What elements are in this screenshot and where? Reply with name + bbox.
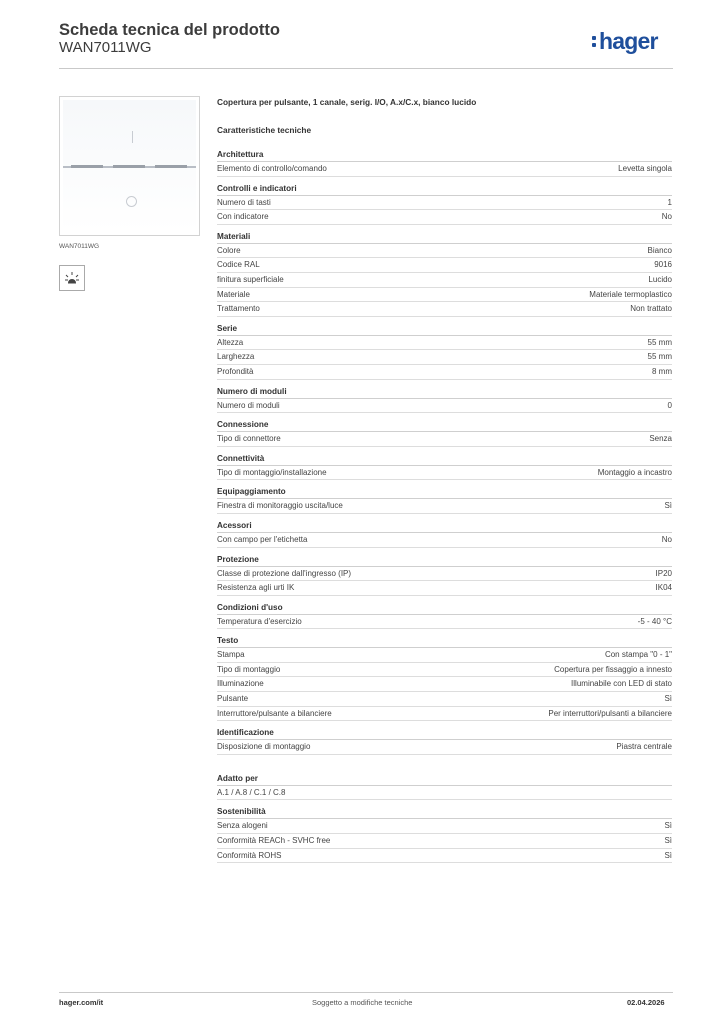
spec-value: Per interruttori/pulsanti a bilanciere — [548, 708, 672, 718]
spec-label: Illuminazione — [217, 679, 264, 689]
footer-divider — [59, 992, 673, 993]
spec-groups — [217, 149, 672, 755]
rocker-split-line — [63, 166, 196, 168]
spec-group — [217, 419, 672, 447]
spec-label: Tipo di montaggio/installazione — [217, 467, 327, 477]
spec-row — [217, 499, 672, 514]
spec-value: Copertura per fissaggio a innesto — [554, 664, 672, 674]
spec-value: Lucido — [648, 274, 672, 284]
footer-disclaimer: Soggetto a modifiche tecniche — [312, 998, 413, 1007]
spec-label: Resistenza agli urti IK — [217, 583, 295, 593]
spec-row — [217, 615, 672, 630]
spec-label: Conformità REACh - SVHC free — [217, 836, 331, 846]
spec-label: Senza alogeni — [217, 821, 268, 831]
spec-label: Finestra di monitoraggio uscita/luce — [217, 501, 343, 511]
spec-value: Sì — [664, 694, 672, 704]
spec-row — [217, 258, 672, 273]
spec-label: Disposizione di montaggio — [217, 742, 311, 752]
spec-label: Elemento di controllo/comando — [217, 164, 327, 173]
spec-value: Sì — [664, 821, 672, 831]
footer-website: hager.com/it — [59, 998, 104, 1007]
spec-row — [217, 244, 672, 259]
spec-group — [217, 231, 672, 317]
spec-row — [217, 365, 672, 380]
spec-group — [217, 149, 672, 177]
header-divider — [59, 68, 673, 69]
group-title: Adatto per — [217, 773, 672, 786]
spec-row — [217, 399, 672, 414]
spec-value: Materiale termoplastico — [589, 289, 672, 299]
spec-value: 9016 — [654, 260, 672, 270]
spec-row — [217, 707, 672, 722]
spec-label: Stampa — [217, 650, 245, 660]
spec-value: Con stampa "0 - 1" — [604, 650, 672, 660]
spec-value: Bianco — [647, 245, 672, 255]
spec-value: Piastra centrale — [616, 742, 672, 752]
group-title: Equipaggiamento — [217, 486, 672, 499]
spec-row — [217, 849, 672, 864]
spec-label: Larghezza — [217, 352, 255, 362]
spec-value: Sì — [664, 836, 672, 846]
group-title: Numero di moduli — [217, 386, 672, 399]
image-caption: WAN7011WG — [59, 243, 100, 250]
spec-value: No — [661, 534, 672, 544]
spec-value: Sì — [664, 850, 672, 860]
product-description: Copertura per pulsante, 1 canale, serig. I/O, A.x/C.x, bianco lucido — [217, 97, 477, 107]
off-symbol-icon — [126, 196, 137, 207]
spec-label: Materiale — [217, 289, 250, 299]
spec-label: Con campo per l'etichetta — [217, 534, 308, 544]
spec-row — [217, 740, 672, 755]
spec-group — [217, 602, 672, 630]
spec-row — [217, 692, 672, 707]
spec-row — [217, 786, 672, 801]
group-title: Controlli e indicatori — [217, 183, 672, 196]
spec-value: Levetta singola — [618, 164, 672, 173]
spec-value: 1 — [667, 197, 672, 207]
page-title: Scheda tecnica del prodotto — [59, 21, 280, 39]
spec-group — [217, 727, 672, 755]
illumination-icon — [59, 265, 85, 291]
spec-row — [217, 663, 672, 678]
spec-value: IP20 — [655, 568, 672, 578]
spec-row — [217, 819, 672, 834]
spec-label: Codice RAL — [217, 260, 260, 270]
spec-value: Senza — [649, 434, 672, 444]
spec-label: finitura superficiale — [217, 274, 284, 284]
switch-cover-plate — [63, 100, 196, 232]
spec-label: A.1 / A.8 / C.1 / C.8 — [217, 787, 286, 797]
spec-label: Conformità ROHS — [217, 850, 282, 860]
spec-row — [217, 336, 672, 351]
product-image — [59, 96, 200, 236]
hager-logo: hager — [592, 28, 658, 55]
spec-row — [217, 581, 672, 596]
spec-value: Sì — [664, 501, 672, 511]
spec-row — [217, 648, 672, 663]
spec-group — [217, 486, 672, 514]
group-title: Serie — [217, 323, 672, 336]
spec-row — [217, 210, 672, 225]
spec-row — [217, 834, 672, 849]
spec-row — [217, 533, 672, 548]
spec-label: Tipo di montaggio — [217, 664, 281, 674]
group-title: Architettura — [217, 149, 672, 162]
spec-content — [217, 97, 672, 863]
spec-group — [217, 386, 672, 414]
spec-row — [217, 162, 672, 177]
on-symbol-icon — [132, 131, 133, 143]
spec-row — [217, 567, 672, 582]
spec-value: No — [661, 212, 672, 222]
spec-value: Non trattato — [630, 304, 672, 314]
spec-row — [217, 196, 672, 211]
group-title: Acessori — [217, 520, 672, 533]
spec-row — [217, 302, 672, 317]
group-title: Testo — [217, 635, 672, 648]
spec-value: -5 - 40 °C — [637, 616, 672, 626]
spec-label: Numero di tasti — [217, 197, 271, 207]
spec-label: Altezza — [217, 337, 244, 347]
suitable-group — [217, 773, 672, 801]
spec-value: 0 — [667, 400, 672, 410]
spec-value: Montaggio a incastro — [597, 467, 672, 477]
specs-title: Caratteristiche tecniche — [217, 125, 312, 135]
spec-label: Classe di protezione dall'ingresso (IP) — [217, 568, 352, 578]
spec-group — [217, 635, 672, 721]
group-title: Protezione — [217, 554, 672, 567]
spec-label: Interruttore/pulsante a bilanciere — [217, 708, 332, 718]
spec-label: Colore — [217, 245, 241, 255]
spec-value: Illuminabile con LED di stato — [571, 679, 672, 689]
spec-row — [217, 432, 672, 447]
spec-row — [217, 677, 672, 692]
spec-value: IK04 — [655, 583, 672, 593]
spec-label: Con indicatore — [217, 212, 269, 222]
spec-label: Tipo di connettore — [217, 434, 281, 444]
spec-label: Numero di moduli — [217, 400, 280, 410]
spec-row — [217, 466, 672, 481]
spec-value: 8 mm — [652, 366, 672, 376]
spec-group — [217, 520, 672, 548]
footer-date: 02.04.2026 — [627, 998, 665, 1007]
spec-group — [217, 554, 672, 596]
group-title: Identificazione — [217, 727, 672, 740]
sustainability-group — [217, 806, 672, 863]
spec-row — [217, 273, 672, 288]
group-title: Condizioni d'uso — [217, 602, 672, 615]
spec-value: 55 mm — [647, 337, 672, 347]
spec-row — [217, 288, 672, 303]
spec-group — [217, 183, 672, 225]
spec-group — [217, 453, 672, 481]
group-title: Connettività — [217, 453, 672, 466]
spec-label: Trattamento — [217, 304, 260, 314]
group-title: Connessione — [217, 419, 672, 432]
group-title: Materiali — [217, 231, 672, 244]
spec-label: Profondità — [217, 366, 254, 376]
spec-label: Temperatura d'esercizio — [217, 616, 302, 626]
spec-row — [217, 350, 672, 365]
logo-dots-icon — [592, 32, 597, 50]
group-title: Sostenibilità — [217, 806, 672, 819]
spec-value: 55 mm — [647, 352, 672, 362]
spec-group — [217, 323, 672, 380]
spec-label: Pulsante — [217, 694, 249, 704]
product-code: WAN7011WG — [59, 39, 152, 56]
